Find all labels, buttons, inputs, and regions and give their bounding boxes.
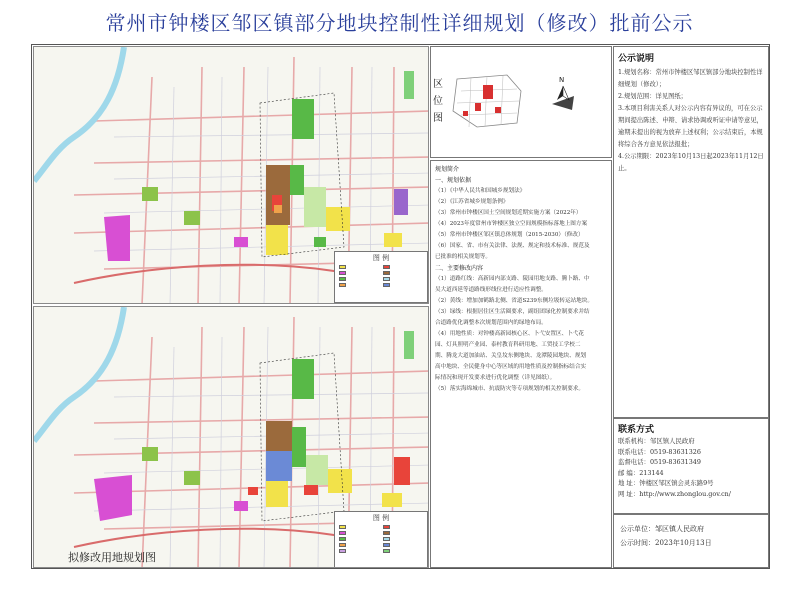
- intro-line: （2）黄线：增加加鹤路北侧、省道S239东侧垃圾转运站地块。: [435, 298, 593, 304]
- contact-line: 联系机构：邹区镇人民政府: [618, 437, 695, 445]
- publishing-date: 公示时间：2023年10月13日: [620, 539, 712, 547]
- contact-line: 邮 编：213144: [618, 468, 664, 477]
- contact-line: 联系电话：0519-83631326: [618, 447, 701, 456]
- notice-heading: 公示说明: [618, 54, 655, 64]
- legend-item: [339, 271, 379, 275]
- legend-item: [383, 283, 423, 287]
- legend-top: [334, 251, 428, 303]
- north-arrow-icon: [548, 74, 578, 116]
- proposed-land-use-map: [33, 306, 429, 568]
- intro-line: （2）《江苏省城乡规划条例》: [435, 199, 509, 205]
- intro-line: （5）落实海绵城市、抗震防灾等专项规划的相关控制要求。: [435, 386, 584, 392]
- legend-bottom: [334, 511, 428, 568]
- legend-item: [339, 265, 379, 269]
- legend-item: [339, 531, 379, 535]
- legend-item: [383, 537, 423, 541]
- publication-info-panel: [613, 514, 769, 568]
- intro-line: （4）用地性质：对钟楼高新园核心区、卜弋安置区、卜弋花: [435, 331, 584, 337]
- intro-line: 高中地块、全民健身中心等区域的用地性质及控制指标结合实: [435, 364, 587, 370]
- contact-line: 网 址：http://www.zhonglou.gov.cn/: [618, 489, 731, 498]
- contact-lines: [618, 436, 764, 499]
- page-title: 常州市钟楼区邹区镇部分地块控制性详细规划（修改）批前公示: [105, 11, 694, 35]
- notice-item: 2.规划范围：详见图纸；: [618, 93, 687, 100]
- intro-line: （6）国家、省、市有关法律、法规、规定和技术标准、规范及: [435, 243, 590, 249]
- legend-item: [383, 525, 423, 529]
- publishing-unit: 公示单位：邹区镇人民政府: [620, 525, 704, 533]
- north-label: N: [559, 76, 565, 84]
- notice-items: [618, 67, 764, 175]
- intro-line: 园、灯具照明产业园、泰村教育科研用地、工贸技工学校二: [435, 342, 581, 348]
- legend-swatches: [335, 523, 427, 555]
- notice-item: 4.公示期限：2023年10月13日起2023年11月12日止。: [618, 153, 764, 172]
- legend-item: [383, 277, 423, 281]
- planning-intro-panel: [430, 160, 612, 568]
- intro-line: （5）常州市钟楼区邹区镇总体规划（2015-2030）（修改）: [435, 232, 584, 238]
- intro-line: （1）《中华人民共和国城乡规划法》: [435, 188, 526, 194]
- bottom-map-caption: 拟修改用地规划图: [68, 551, 156, 564]
- notice-item: 3.本项目利害关系人对公示内容有异议的，可在公示期间提出陈述、申辩、请求协调或听证申请等意见，逾期未提出的视为放弃上述权利；公示结束后，本规将综合各方意见依法报批；: [618, 105, 763, 148]
- contact-heading: 联系方式: [618, 425, 655, 435]
- intro-line: （4）2023年度常州市钟楼区独立空间规模指标落地上图方案: [435, 221, 588, 227]
- location-map-label: 区位图: [433, 79, 443, 124]
- intro-line: （3）绿线：根据居住区生活圈要求，副组团绿化控制要求并结: [435, 309, 590, 315]
- location-map-drawing: [447, 71, 525, 131]
- legend-item: [339, 537, 379, 541]
- contact-line: 地 址：钟楼区邹区镇会灵东路9号: [618, 479, 714, 487]
- contact-panel: [613, 418, 769, 514]
- legend-title: 图 例: [372, 514, 390, 522]
- intro-line: （3）常州市钟楼区国土空间规划近期实施方案（2022年）: [435, 210, 582, 216]
- intro-heading: 一、规划依据: [435, 177, 472, 184]
- legend-item: [383, 549, 423, 553]
- legend-item: [339, 277, 379, 281]
- intro-line: 已批准的相关规划等。: [435, 254, 491, 260]
- legend-title: 图 例: [372, 254, 390, 262]
- notice-panel: [613, 46, 769, 418]
- legend-item: [383, 265, 423, 269]
- legend-item: [383, 543, 423, 547]
- intro-line: 期、腾龙大道加油站、关皇坟东侧地块、龙潭陵园地块、规划: [435, 353, 587, 359]
- current-land-use-map: [33, 46, 429, 304]
- intro-line: 吴大道西延等道路线形线位进行适应性调整。: [435, 287, 547, 293]
- intro-heading: 规划简介: [435, 166, 460, 173]
- contact-line: 监督电话：0519-83631349: [618, 458, 701, 466]
- legend-item: [339, 549, 379, 553]
- legend-item: [339, 543, 379, 547]
- intro-line: （1）道路红线：高新园内部支路、陵园用地支路、腾卜路、中: [435, 276, 590, 282]
- legend-item: [339, 283, 379, 287]
- intro-line: 际情况和现开发要求进行优化调整（详见图纸）。: [435, 375, 556, 381]
- intro-heading: 二、主要修改内容: [435, 265, 484, 272]
- legend-item: [383, 271, 423, 275]
- notice-item: 1.规划名称：常州市钟楼区邹区镇部分地块控制性详细规划（修改）；: [618, 69, 763, 88]
- intro-line: 合道路优化调整本次规划范围内的绿地布局。: [435, 320, 547, 326]
- legend-swatches: [335, 263, 427, 289]
- legend-item: [383, 531, 423, 535]
- legend-item: [339, 525, 379, 529]
